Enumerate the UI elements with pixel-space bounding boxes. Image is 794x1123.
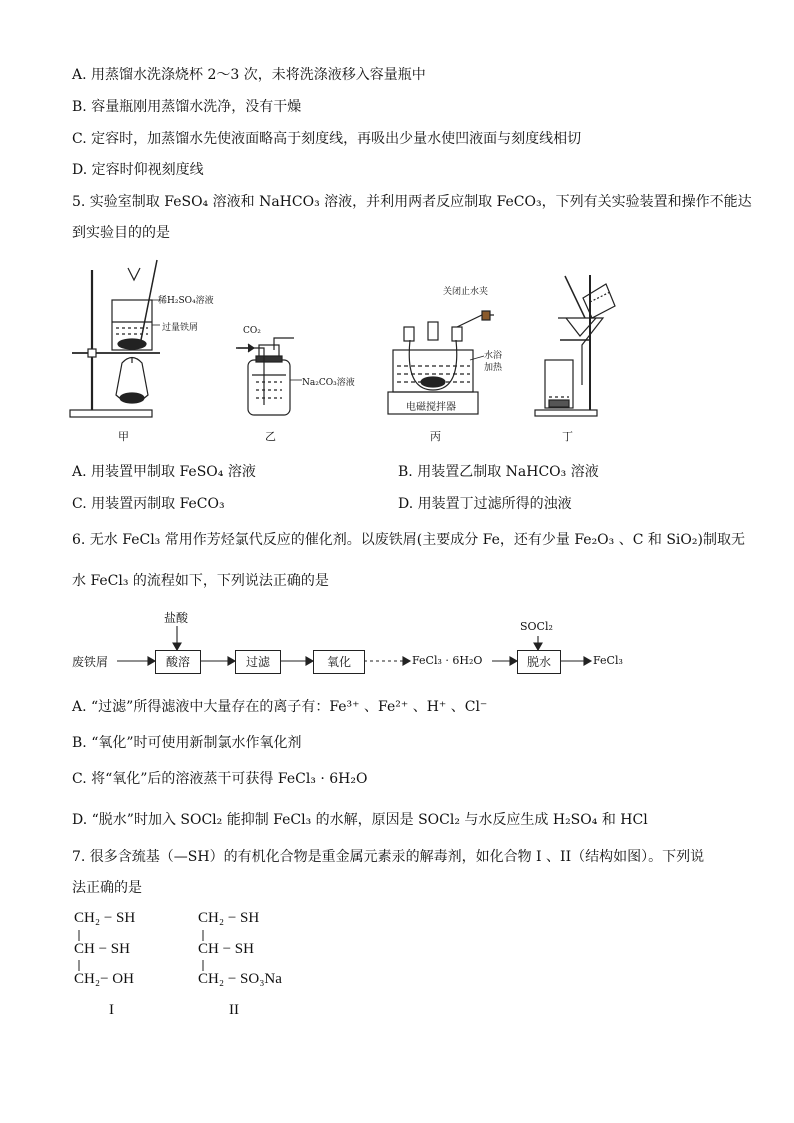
q6-stem-line2: 水 FeCl₃ 的流程如下，下列说法正确的是 [72,573,329,589]
flow-intermediate: FeCl₃ · 6H₂O [412,654,483,667]
jia-iron-label: 过量铁屑 [162,323,199,333]
compound-i-row3: CH₂− OH [74,971,134,987]
flow-reagent-hcl: 盐酸 [164,611,189,625]
bing-clamp-label: 关闭止水夹 [443,287,489,297]
bing-heat-label: 加热 [484,363,503,373]
q4-option-c: C. 定容时，加蒸馏水先使液面略高于刻度线，再吸出少量水使凹液面与刻度线相切 [72,131,582,147]
q6-option-a: A. “过滤”所得滤液中大量存在的离子有：Fe³⁺ 、Fe²⁺ 、H⁺ 、Cl⁻ [72,699,488,715]
q5-option-c: C. 用装置丙制取 FeCO₃ [72,496,225,512]
flow-start: 废铁屑 [72,655,109,669]
q5-option-a: A. 用装置甲制取 FeSO₄ 溶液 [72,464,256,480]
q6-option-b: B. “氧化”时可使用新制氯水作氧化剂 [72,735,302,751]
compound-ii-row1: CH₂ − SH [198,910,260,926]
compound-i-label: I [109,1002,114,1018]
q6-option-d: D. “脱水”时加入 SOCl₂ 能抑制 FeCl₃ 的水解，原因是 SOCl₂ 与水反应生成 H₂SO₄ 和 HCl [72,812,648,828]
q4-option-a: A. 用蒸馏水洗涤烧杯 2～3 次，未将洗涤液移入容量瓶中 [72,67,426,83]
bing-caption: 丙 [430,430,441,443]
compound-i-row2: CH − SH [74,941,130,957]
bing-stirrer-label: 电磁搅拌器 [406,402,456,413]
flow-step-acid-dissolve: 酸溶 [155,650,201,674]
jia-caption: 甲 [118,430,129,443]
q5-option-d: D. 用装置丁过滤所得的浊液 [398,496,572,512]
bing-bath-label: 水浴 [484,351,503,361]
q7-stem-line2: 法正确的是 [72,880,142,896]
compound-i-row1: CH₂ − SH [74,910,136,926]
yi-caption: 乙 [265,430,276,443]
compound-ii-label: II [229,1002,239,1018]
q6-stem-line1: 6. 无水 FeCl₃ 常用作芳烃氯代反应的催化剂。以废铁屑(主要成分 Fe，还有少量 Fe₂O₃ 、C 和 SiO₂)制取无 [72,532,745,548]
q5-stem-line1: 5. 实验室制取 FeSO₄ 溶液和 NaHCO₃ 溶液，并利用两者反应制取 FeCO₃，下列有关实验装置和操作不能达 [72,194,752,210]
flow-step-filter: 过滤 [235,650,281,674]
q6-option-c: C. 将“氧化”后的溶液蒸干可获得 FeCl₃ · 6H₂O [72,771,368,787]
compound-ii-row2: CH − SH [198,941,254,957]
ding-caption: 丁 [562,430,573,443]
compound-ii-row3: CH₂ − SO₃Na [198,971,282,987]
q7-stem-line1: 7. 很多含巯基（—SH）的有机化合物是重金属元素汞的解毒剂，如化合物 I 、II（结构如图）。下列说 [72,849,705,865]
yi-gas-label: CO₂ [243,326,261,336]
flow-step-dehydrate: 脱水 [517,650,561,674]
q5-stem-line2: 到实验目的的是 [72,225,170,241]
flow-reagent-socl2: SOCl₂ [520,620,553,633]
flow-step-oxidize: 氧化 [313,650,365,674]
yi-solution-label: Na₂CO₃溶液 [302,378,355,388]
q4-option-b: B. 容量瓶刚用蒸馏水洗净，没有干燥 [72,99,302,115]
q5-option-b: B. 用装置乙制取 NaHCO₃ 溶液 [398,464,599,480]
jia-acid-label: 稀H₂SO₄溶液 [158,296,214,306]
q4-option-d: D. 定容时仰视刻度线 [72,162,204,178]
flow-product: FeCl₃ [593,654,623,667]
